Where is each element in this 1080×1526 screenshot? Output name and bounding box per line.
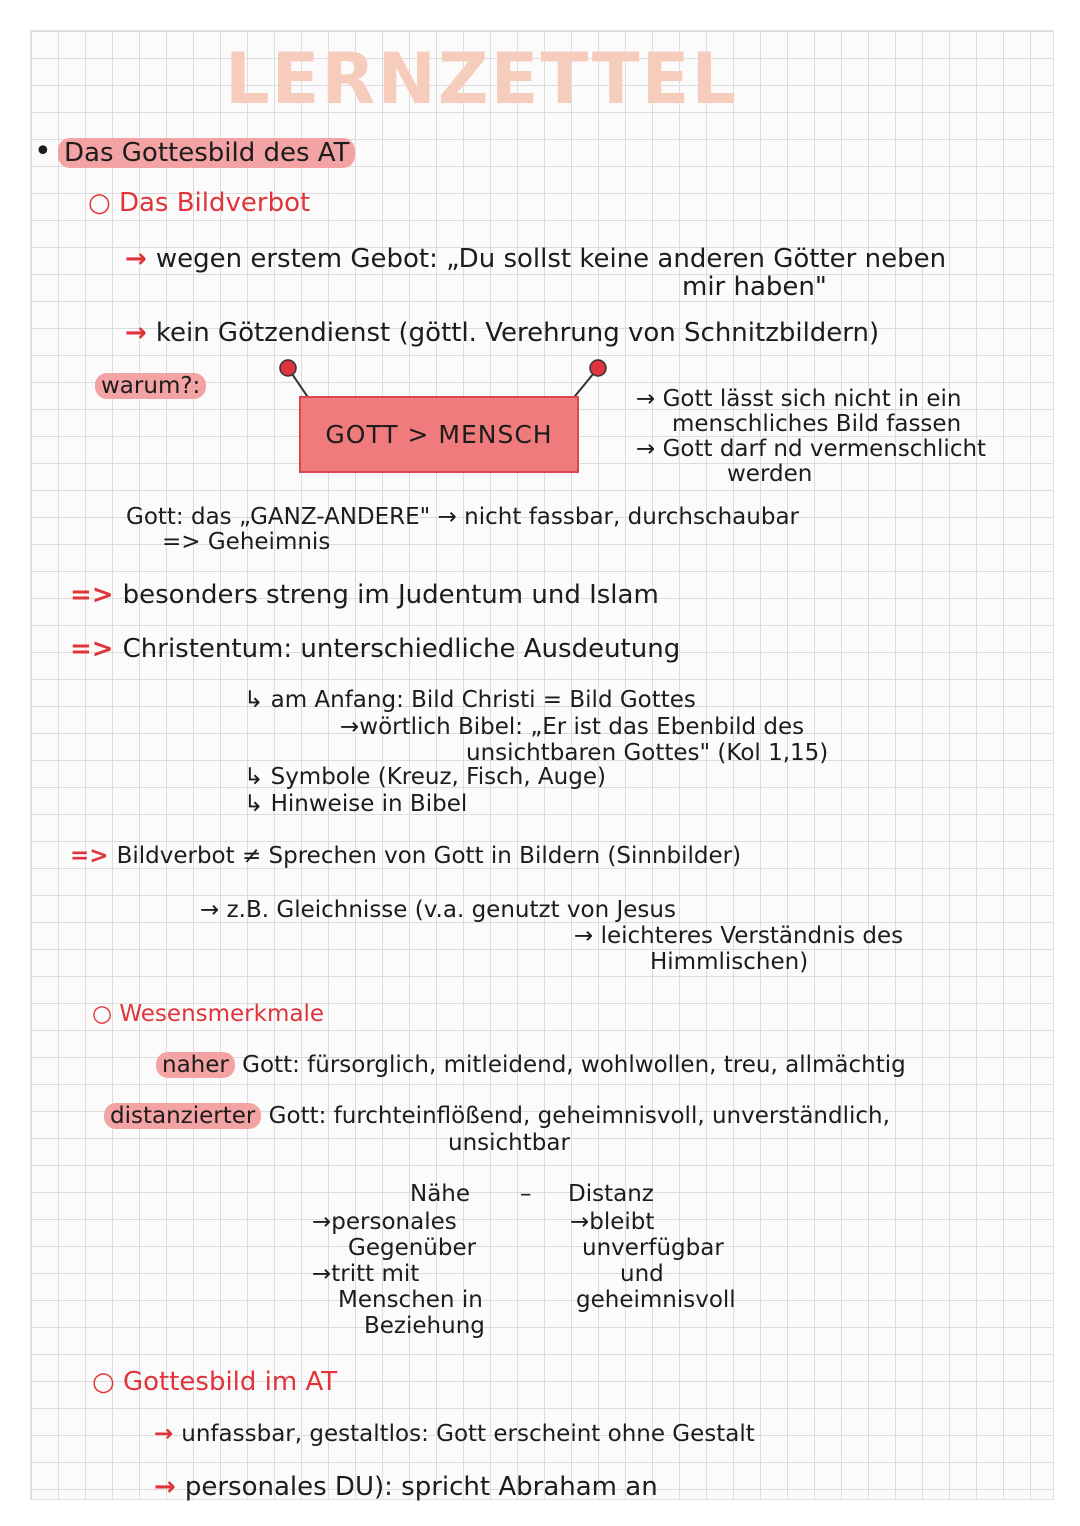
arrow-icon: →	[312, 1261, 332, 1287]
page-title: LERNZETTEL	[225, 38, 739, 120]
naher-label: naher	[156, 1052, 235, 1078]
wesensmerkmale-heading-text: Wesensmerkmale	[119, 1001, 324, 1027]
wesensmerkmale-heading	[92, 1001, 324, 1027]
line-personales-du	[154, 1472, 658, 1502]
line-streng	[70, 580, 659, 610]
arrow-icon: →	[340, 714, 360, 740]
line-erstes-gebot-text: wegen erstem Gebot: „Du sollst keine anderen Götter neben	[155, 244, 947, 274]
naehe-line-5: Beziehung	[364, 1313, 485, 1339]
line-streng-text: besonders streng im Judentum und Islam	[122, 580, 659, 610]
warum-label-text: warum?:	[95, 373, 206, 399]
arrow-icon: →	[574, 923, 601, 949]
distanz-text: Gott: furchteinflößend, geheimnisvoll, unverständlich,	[268, 1103, 890, 1129]
line-mir-haben: mir haben"	[682, 272, 827, 302]
gottesbild-heading-text: Gottesbild im AT	[122, 1367, 338, 1397]
return-arrow-icon: ↳	[244, 687, 271, 713]
naehe-line-3-text: tritt mit	[331, 1261, 420, 1287]
bullet-icon: •	[34, 134, 52, 169]
line-gleichnisse	[200, 897, 676, 923]
gott-mensch-box: GOTT > MENSCH	[299, 396, 579, 473]
naehe-line-3	[312, 1261, 419, 1287]
reason-2b: werden	[727, 461, 813, 487]
line-unfassbar-text: unfassbar, gestaltlos: Gott erscheint ohne Gestalt	[181, 1421, 755, 1447]
main-heading-text: Das Gottesbild des AT	[58, 138, 355, 168]
distanz-line-1	[570, 1209, 654, 1235]
gottesbild-heading	[92, 1367, 337, 1397]
arrow-icon: →	[437, 504, 465, 530]
line-hinweise	[244, 791, 467, 817]
arrow-icon: →	[125, 244, 156, 274]
line-anfang	[244, 687, 696, 713]
line-symbole	[244, 764, 606, 790]
reason-2-text: Gott darf nd vermenschlicht	[662, 436, 987, 462]
distanz-line-1-text: bleibt	[589, 1209, 655, 1235]
arrow-icon: →	[200, 897, 227, 923]
return-arrow-icon: ↳	[244, 791, 271, 817]
distanz-line-4: geheimnisvoll	[576, 1287, 736, 1313]
arrow-icon: →	[312, 1209, 332, 1235]
distanz-line-3: und	[620, 1261, 664, 1287]
line-leichteres-text: leichteres Verständnis des	[600, 923, 904, 949]
bildverbot-heading-text: Das Bildverbot	[118, 188, 311, 218]
circle-bullet-icon: ○	[92, 1001, 120, 1027]
line-symbole-text: Symbole (Kreuz, Fisch, Auge)	[270, 764, 606, 790]
line-hinweise-text: Hinweise in Bibel	[270, 791, 468, 817]
double-arrow-icon: =>	[70, 580, 123, 610]
line-bildverbot-vs	[70, 843, 741, 869]
naehe-line-1	[312, 1209, 457, 1235]
line-personales-du-text: personales DU): spricht Abraham an	[184, 1472, 658, 1502]
return-arrow-icon: ↳	[244, 764, 271, 790]
naehe-distanz-dash: –	[520, 1181, 532, 1207]
line-gleichnisse-text: z.B. Gleichnisse (v.a. genutzt von Jesus	[226, 897, 676, 923]
line-unsichtbaren: unsichtbaren Gottes" (Kol 1,15)	[466, 740, 829, 766]
reason-2	[636, 436, 986, 462]
gott-ganz-andere	[126, 504, 799, 530]
distanz-label: distanzierter	[104, 1103, 261, 1129]
gott-geheimnis: => Geheimnis	[162, 529, 331, 555]
arrow-icon: →	[125, 318, 156, 348]
line-goetzendienst-text: kein Götzendienst (göttl. Verehrung von Schnitzbildern)	[155, 318, 880, 348]
reason-1	[636, 386, 961, 412]
naehe-line-1-text: personales	[331, 1209, 457, 1235]
naehe-line-2: Gegenüber	[348, 1235, 477, 1261]
arrow-icon: →	[154, 1421, 182, 1447]
naehe-title: Nähe	[410, 1181, 471, 1207]
double-arrow-icon: =>	[70, 843, 117, 869]
line-distanzierter-gott	[104, 1103, 890, 1129]
distanz-title: Distanz	[568, 1181, 654, 1207]
double-arrow-icon: =>	[70, 634, 123, 664]
distanz-line-2: unverfügbar	[582, 1235, 724, 1261]
line-woertlich	[340, 714, 804, 740]
line-unsichtbar: unsichtbar	[448, 1130, 570, 1156]
line-himmlischen: Himmlischen)	[650, 949, 809, 975]
line-anfang-text: am Anfang: Bild Christi = Bild Gottes	[270, 687, 696, 713]
reason-1-text: Gott lässt sich nicht in ein	[662, 386, 962, 412]
line-bildverbot-vs-text: Bildverbot ≠ Sprechen von Gott in Bildern (Sinnbilder)	[116, 843, 742, 869]
line-leichteres	[574, 923, 903, 949]
arrow-icon: →	[636, 436, 663, 462]
line-christentum-text: Christentum: unterschiedliche Ausdeutung	[122, 634, 681, 664]
line-woertlich-text: wörtlich Bibel: „Er ist das Ebenbild des	[359, 714, 805, 740]
naher-text: Gott: fürsorglich, mitleidend, wohlwollen, treu, allmächtig	[242, 1052, 906, 1078]
line-christentum	[70, 634, 680, 664]
arrow-icon: →	[636, 386, 663, 412]
circle-bullet-icon: ○	[92, 1367, 123, 1397]
line-unfassbar	[154, 1421, 755, 1447]
arrow-icon: →	[154, 1472, 185, 1502]
gott-fassbar-text: nicht fassbar, durchschaubar	[464, 504, 799, 530]
circle-bullet-icon: ○	[88, 188, 119, 218]
arrow-icon: →	[570, 1209, 590, 1235]
reason-1b: menschliches Bild fassen	[672, 411, 962, 437]
line-naher-gott	[156, 1052, 906, 1078]
gott-ganz-andere-text: Gott: das „GANZ-ANDERE"	[126, 504, 431, 530]
naehe-line-4: Menschen in	[338, 1287, 483, 1313]
